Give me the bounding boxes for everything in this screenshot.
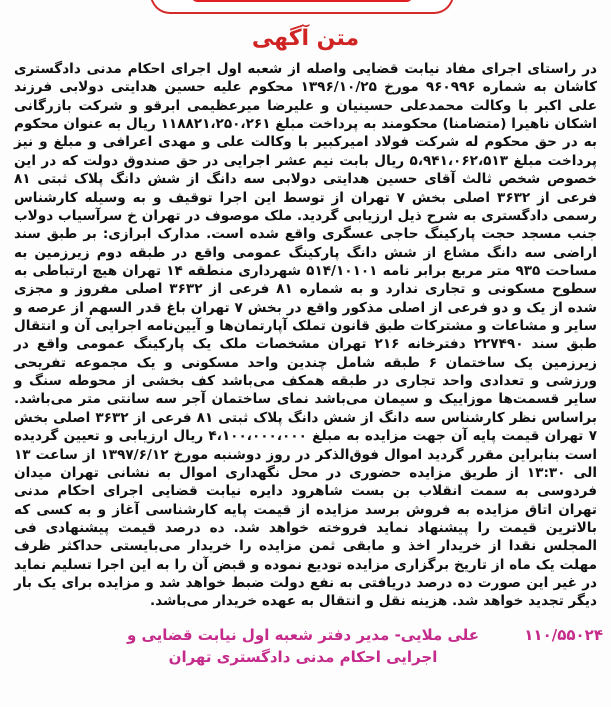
decorative-banner xyxy=(150,0,454,14)
notice-body: در راستای اجرای مفاد نیابت قضایی واصله از شعبه اول اجرای احکام مدنی دادگستری کاشان به شماره ۹۶۰۹۹۶ مورخ ۱۳۹۶/۱۰/۲۵ محکوم علیه حسین هدایتی دولابی فرزند علی اکبر با وکالت محمدعلی حسینیان و علیرضا میرعظیمی ابرقو و شرکت بازرگانی اشکان ناهیرا (متضامنا) محکومند به پرداخت مبلغ ۱۱۸۸۲۱،۲۵۰،۲۶۱ ریال به عنوان محکوم به در حق محکوم له شرکت فولاد امیرکبیر با وکالت علی و مهدی اعرافی و مبلغ و نیز پرداخت مبلغ ۵،۹۴۱،۰۶۲،۵۱۳ ریال بابت نیم عشر اجرایی در حق صندوق دولت که در این خصوص شخص ثالث آقای حسین هدایتی دولابی سه دانگ از شش دانگ پلاک ثبتی ۸۱ فرعی از ۳۶۳۲ اصلی بخش ۷ تهران از توسط این اجرا توقیف و به وسیله کارشناس رسمی دادگستری به شرح ذیل ارزیابی گردید. ملک موصوف در تهران خ سرآسیاب دولاب جنب مسجد حجت پارکینگ حاجی عسگری واقع شده است. مدارک ابرازی: بر طبق سند اراضی سه دانگ مشاع از شش دانگ پارکینگ عمومی واقع در طبقه دوم زیرزمین به مساحت ۹۳۵ متر مربع برابر نامه ۵۱۴/۱۰۱۰۱ شهرداری منطقه ۱۴ تهران هیچ ارتباطی به سطوح مسکونی و تجاری ندارد و به شماره ۸۱ فرعی از ۳۶۳۲ اصلی مفروز و مجزی شده از یک و دو فرعی از اصلی مذکور واقع در بخش ۷ تهران باغ قدر السهم از عرصه و سایر و مشاعات و مشترکات طبق قانون تملک آپارتمان‌ها و آیین‌نامه اجرایی آن و انتقال طبق سند ۲۲۷۴۹۰ دفترخانه ۲۱۶ تهران مشخصات ملک یک پارکینگ عمومی واقع در زیرزمین یک ساختمان ۶ طبقه شامل چندین واحد مسکونی و یک مجموعه تفریحی ورزشی و تعدادی واحد تجاری در طبقه همکف می‌باشد کف بخشی از محوطه سنگ و سایر قسمت‌ها موزاییک و سیمان می‌باشد نمای ساختمان آجر سه سانتی متر می‌باشد. براساس نظر کارشناس سه دانگ از شش دانگ پلاک ثبتی ۸۱ فرعی از ۳۶۳۲ اصلی بخش ۷ تهران قیمت پایه آن جهت مزایده به مبلغ ۴،۱۰۰،۰۰۰،۰۰۰ ریال ارزیابی و تعیین گردیده است بنابراین مقرر گردید اموال فوق‌الذکر در روز دوشنبه مورخ ۱۳۹۷/۶/۱۲ از ساعت ۱۳ الی ۱۳:۳۰ از طریق مزایده حضوری در محل نگهداری اموال به نشانی تهران میدان فردوسی به سمت انقلاب بن بست شاهرود دایره نیابت قضایی اجرای احکام مدنی تهران اتاق مزایده به فروش برسد مزایده از قیمت پایه کارشناسی آغاز و به کسی که بالاترین قیمت را پیشنهاد نماید فروخته خواهد شد. ده درصد قیمت پیشنهادی فی المجلس نقدا از خریدار اخذ و مابقی ثمن مزایده را خریدار می‌بایستی حداکثر ظرف مهلت یک ماه از تاریخ برگزاری مزایده تودیع نموده و قبض آن را به این اجرا تسلیم نماید در غیر این صورت ده درصد دریافتی به نفع دولت ضبط خواهد شد و مزایده برای یک بار دیگر تجدید خواهد شد. هزینه نقل و انتقال به عهده خریدار می‌باشد. xyxy=(14,61,598,610)
banner-strip xyxy=(192,0,412,2)
notice-title: متن آگهی xyxy=(251,26,360,51)
ad-code: ۱۱۰/۵۵۰۲۴ xyxy=(524,626,603,644)
signature-line: علی ملایی- مدیر دفتر شعبه اول نیابت قضایی و اجرایی احکام مدنی دادگستری تهران xyxy=(126,626,480,666)
notice-footer xyxy=(0,624,611,684)
